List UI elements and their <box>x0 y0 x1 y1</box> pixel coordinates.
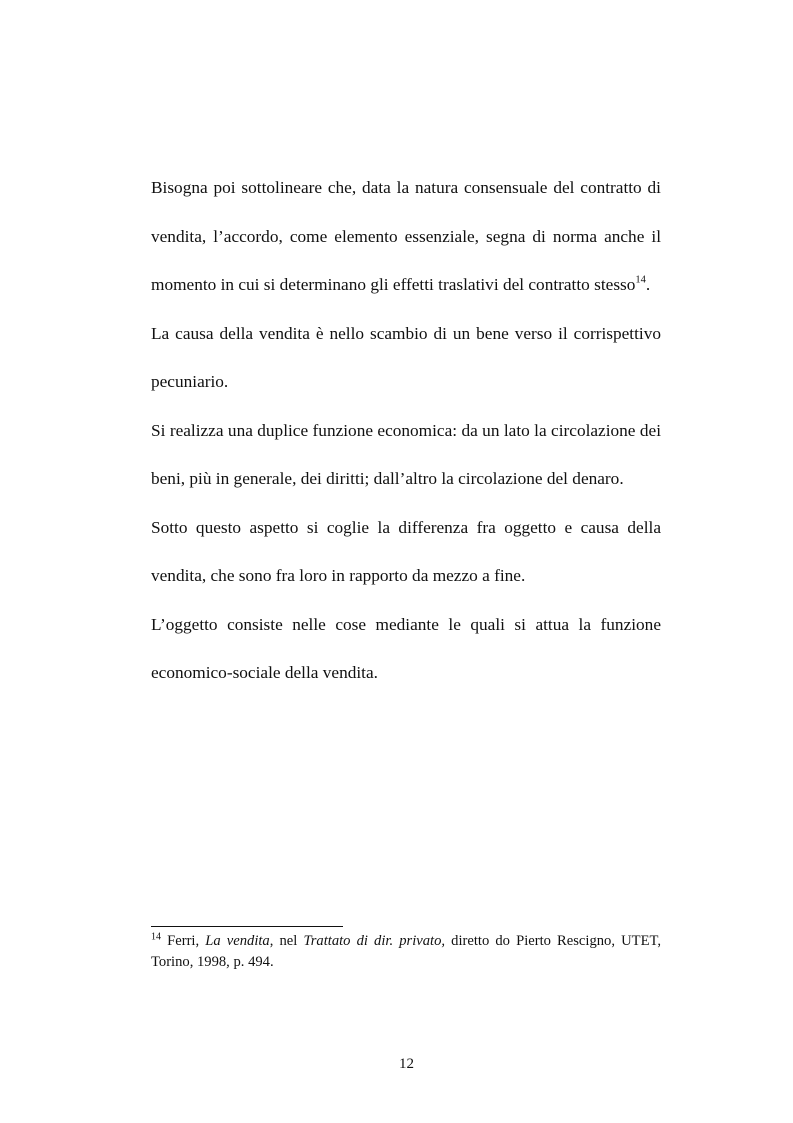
paragraph-4: Sotto questo aspetto si coglie la differenza fra oggetto e causa della vendita, che sono fra loro in rapporto da mezzo a fine. <box>151 517 661 585</box>
paragraph-3: Si realizza una duplice funzione economica: da un lato la circolazione dei beni, più in generale, dei diritti; dall’altro la circolazione del denaro. <box>151 420 661 488</box>
paragraph-1-text: Bisogna poi sottolineare che, data la natura consensuale del contratto di vendita, l’accordo, come elemento essenziale, segna di norma anche il momento in cui si determinano gli effetti traslativi del contratto stesso <box>151 178 661 294</box>
paragraph-2: La causa della vendita è nello scambio di un bene verso il corrispettivo pecuniario. <box>151 323 661 391</box>
footnote-title-2: Trattato di dir. privato, <box>303 933 446 949</box>
footnote-title-1: La vendita <box>205 933 270 949</box>
footnote-rest: diretto do Pierto Rescigno, UTET, Torino, 1998, p. 494. <box>151 933 661 970</box>
main-text <box>151 164 661 698</box>
footnote-mid: , nel <box>269 933 304 949</box>
footnote <box>151 931 661 972</box>
page-number: 12 <box>399 1056 414 1072</box>
paragraph-1-end: . <box>645 275 651 294</box>
paragraph-5: L’oggetto consiste nelle cose mediante le quali si attua la funzione economico-sociale della vendita. <box>151 614 661 682</box>
footnote-separator <box>151 926 343 927</box>
paragraph-1 <box>151 164 661 310</box>
footnote-author: Ferri, <box>161 933 206 949</box>
footnote-reference[interactable]: 14 <box>635 274 646 286</box>
footnote-number: 14 <box>151 931 161 943</box>
